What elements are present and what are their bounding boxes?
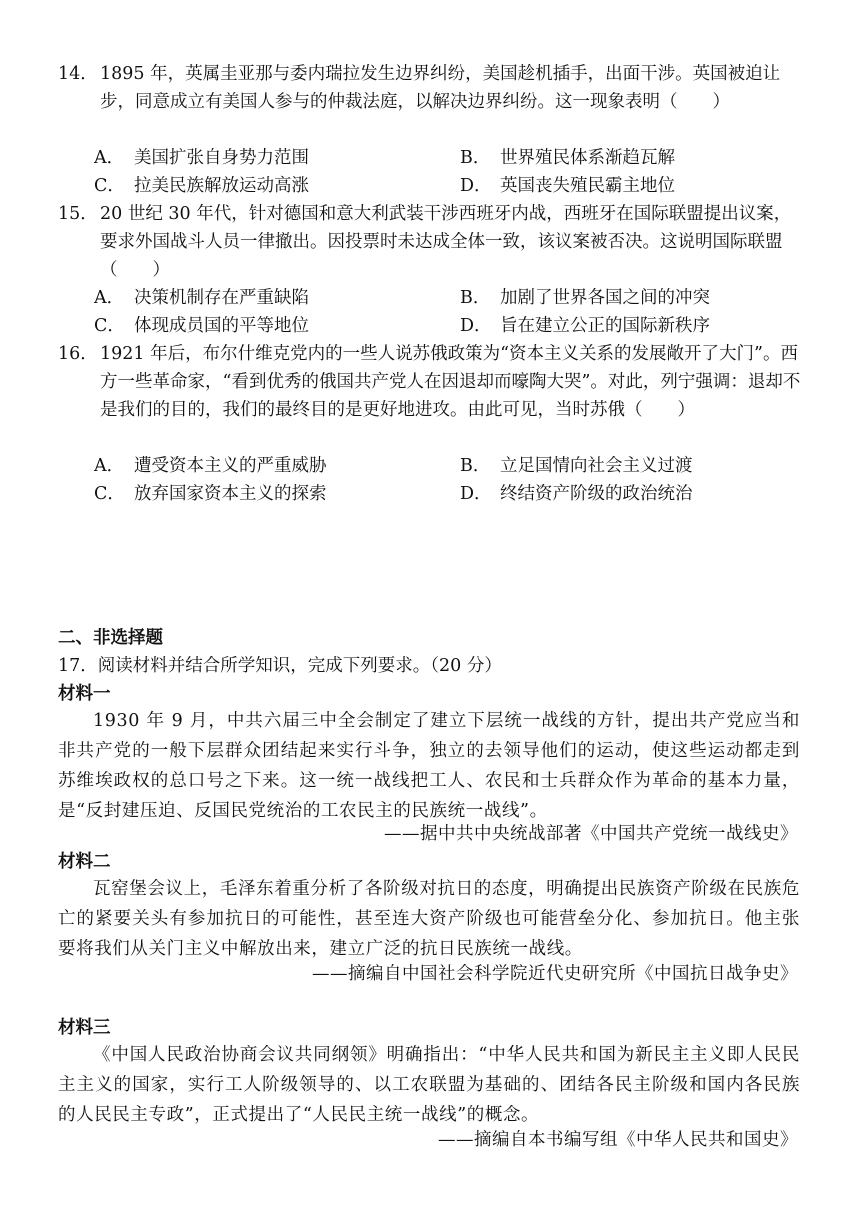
material-3-source: ——摘编自本书编写组《中华人民共和国史》 [438,1130,798,1150]
question-14-options [94,144,814,200]
question-16 [58,340,808,424]
question-15 [58,200,808,284]
material-1-title: 材料一 [58,684,111,704]
option-d: D． 英国丧失殖民霸主地位 [460,176,675,196]
question-number: 15． [58,204,98,224]
option-b: B． 立足国情向社会主义过渡 [460,456,693,476]
material-1-body: 1930 年 9 月，中共六届三中全会制定了建立下层统一战线的方针，提出共产党应当和非共产党的一般下层群众团结起来实行斗争，独立的去领导他们的运动，使这些运动都走到苏维埃政权的总口号之下来。这一统一战线把工人、农民和士兵群众作为革命的基本力量，是“反封建压迫、反国民党统治的工农民主的民族统一战线”。 [58,711,800,821]
option-c: C． 拉美民族解放运动高涨 [94,176,309,196]
question-14 [58,60,808,116]
question-number: 14． [58,64,98,84]
option-a: A． 遭受资本主义的严重威胁 [94,456,327,476]
material-1-source: ——据中共中央统战部著《中国共产党统一战线史》 [384,824,798,844]
question-17-prompt: 17．阅读材料并结合所学知识，完成下列要求。（20 分） [58,656,502,676]
option-d: D． 终结资产阶级的政治统治 [460,484,693,504]
question-stem: 20 世纪 30 年代，针对德国和意大利武装干涉西班牙内战，西班牙在国际联盟提出议案，要求外国战斗人员一律撤出。因投票时未达成全体一致，该议案被否决。这说明国际联盟（ ） [100,204,792,280]
material-3-body: 《中国人民政治协商会议共同纲领》明确指出：“中华人民共和国为新民主主义即人民民主主义的国家，实行工人阶级领导的、以工农联盟为基础的、团结各民主阶级和国内各民族的人民民主专政”，正式提出了“人民民主统一战线”的概念。 [58,1045,800,1125]
question-16-options [94,452,814,508]
section-heading: 二、非选择题 [58,628,163,648]
option-c: C． 体现成员国的平等地位 [94,316,309,336]
option-d: D． 旨在建立公正的国际新秩序 [460,316,710,336]
material-2-title: 材料二 [58,852,111,872]
question-stem: 1921 年后，布尔什维克党内的一些人说苏俄政策为“资本主义关系的发展敞开了大门”。西方一些革命家，“看到优秀的俄国共产党人在因退却而嚎陶大哭”。对此，列宁强调：退却不是我们的目的，我们的最终目的是更好地进攻。由此可见，当时苏俄（ ） [100,344,801,420]
material-2-source: ——摘编自中国社会科学院近代史研究所《中国抗日战争史》 [312,964,798,984]
material-2-body: 瓦窑堡会议上，毛泽东着重分析了各阶级对抗日的态度，明确提出民族资产阶级在民族危亡的紧要关头有参加抗日的可能性，甚至连大资产阶级也可能营垒分化、参加抗日。他主张要将我们从关门主义中解放出来，建立广泛的抗日民族统一战线。 [58,879,800,959]
question-number: 16． [58,344,98,364]
option-a: A． 美国扩张自身势力范围 [94,148,309,168]
option-a: A． 决策机制存在严重缺陷 [94,288,309,308]
question-stem: 1895 年，英属圭亚那与委内瑞拉发生边界纠纷，美国趁机插手，出面干涉。英国被迫让步，同意成立有美国人参与的仲裁法庭，以解决边界纠纷。这一现象表明（ ） [100,64,781,112]
option-c: C． 放弃国家资本主义的探索 [94,484,327,504]
option-b: B． 世界殖民体系渐趋瓦解 [460,148,675,168]
material-3-title: 材料三 [58,1018,111,1038]
question-15-options [94,284,814,340]
option-b: B． 加剧了世界各国之间的冲突 [460,288,710,308]
